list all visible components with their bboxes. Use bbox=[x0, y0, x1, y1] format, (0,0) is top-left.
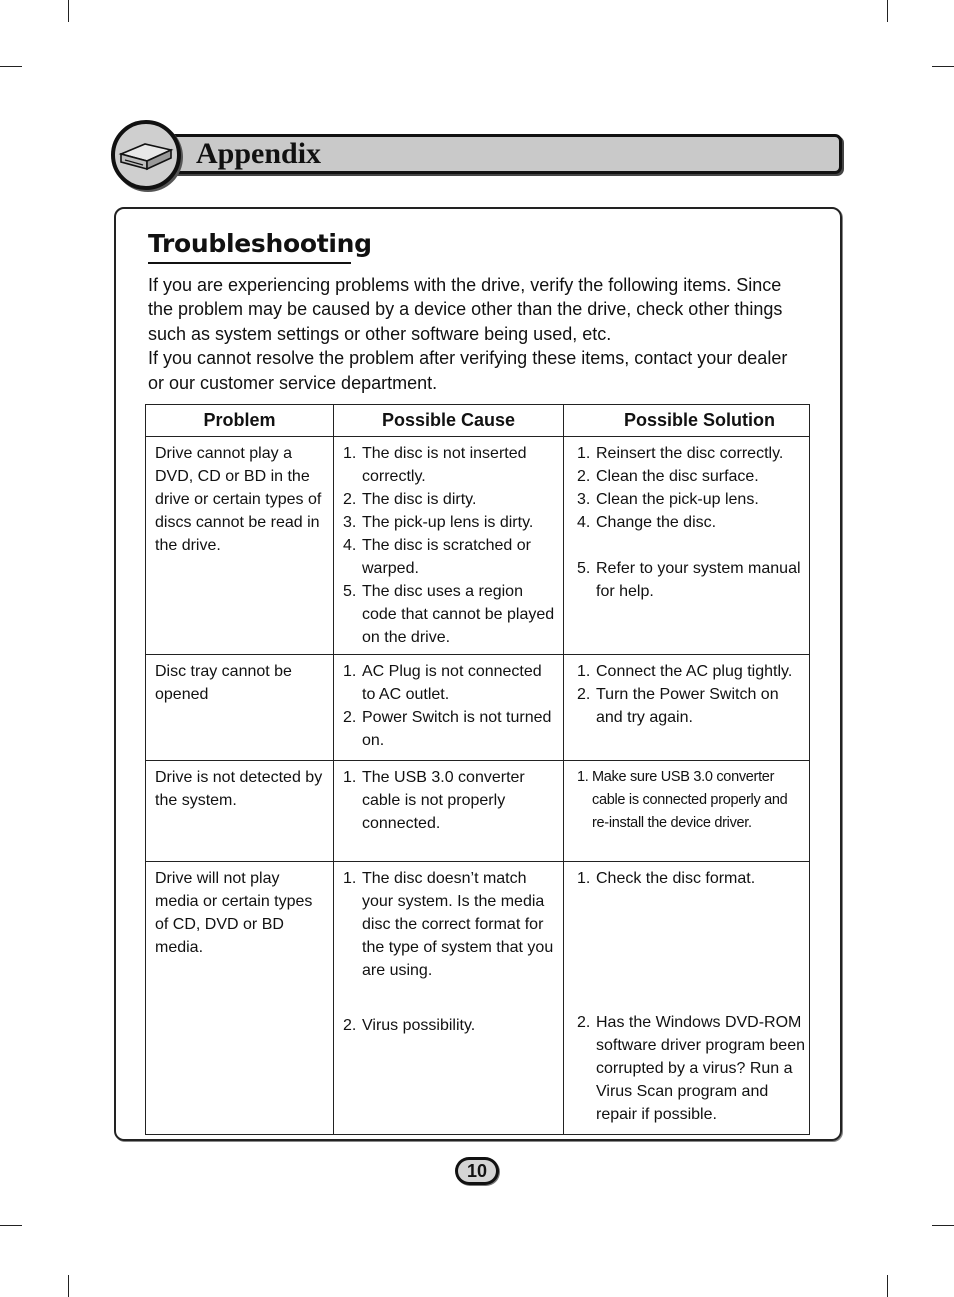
intro-paragraph: If you cannot resolve the problem after verifying these items, contact your dealer or our customer service department. bbox=[148, 348, 788, 393]
crop-mark bbox=[68, 1275, 69, 1297]
list-item bbox=[577, 488, 801, 511]
item-number: 2. bbox=[343, 491, 357, 508]
item-text: Clean the pick-up lens. bbox=[596, 491, 759, 508]
header-possible-solution: Possible Solution bbox=[564, 405, 810, 437]
list-item bbox=[577, 766, 805, 835]
list-item bbox=[343, 580, 555, 649]
list-item bbox=[577, 557, 801, 603]
item-number: 1. bbox=[577, 445, 591, 462]
spacer bbox=[577, 890, 805, 1011]
list-item bbox=[343, 442, 555, 488]
item-text: The disc is dirty. bbox=[362, 491, 477, 508]
spacer bbox=[577, 534, 801, 557]
item-number: 5. bbox=[343, 583, 357, 600]
item-number: 1. bbox=[343, 769, 357, 786]
list-item bbox=[343, 706, 555, 752]
item-number: 1. bbox=[343, 870, 357, 887]
problem-cell: Drive will not play media or certain types of CD, DVD or BD media. bbox=[146, 862, 334, 1135]
crop-mark bbox=[68, 0, 69, 22]
intro-text bbox=[148, 273, 808, 395]
problem-cell: Drive cannot play a DVD, CD or BD in the drive or certain types of discs cannot be read in the drive. bbox=[146, 437, 334, 655]
item-text: AC Plug is not connected to AC outlet. bbox=[362, 663, 542, 703]
item-text: Virus possibility. bbox=[362, 1017, 476, 1034]
item-text: Refer to your system manual for help. bbox=[596, 560, 801, 600]
item-text: The disc is scratched or warped. bbox=[362, 537, 531, 577]
list-item bbox=[343, 511, 555, 534]
item-text: Turn the Power Switch on and try again. bbox=[596, 686, 779, 726]
crop-mark bbox=[887, 0, 888, 22]
list-item bbox=[577, 683, 801, 729]
table-row bbox=[146, 862, 810, 1135]
item-number: 2. bbox=[343, 709, 357, 726]
solution-cell bbox=[564, 761, 810, 862]
page-number-badge bbox=[455, 1157, 499, 1185]
solution-cell bbox=[564, 437, 810, 655]
page-header-title: Appendix bbox=[196, 137, 322, 170]
item-number: 2. bbox=[577, 468, 591, 485]
item-number: 2. bbox=[343, 1017, 357, 1034]
header-possible-cause: Possible Cause bbox=[334, 405, 564, 437]
item-text: Has the Windows DVD-ROM software driver program been corrupted by a virus? Run a Virus Scan program and repair if possible. bbox=[596, 1014, 805, 1123]
item-number: 1. bbox=[343, 445, 357, 462]
item-text: Clean the disc surface. bbox=[596, 468, 759, 485]
problem-cell: Drive is not detected by the system. bbox=[146, 761, 334, 862]
title-underline bbox=[148, 262, 351, 264]
troubleshooting-table bbox=[145, 404, 810, 1135]
intro-paragraph: If you are experiencing problems with the drive, verify the following items. Since the problem may be caused by a device other than the drive, check other things such as system settings or other software being used, etc. bbox=[148, 275, 783, 344]
item-text: Make sure USB 3.0 converter cable is connected properly and re-install the device driver. bbox=[592, 769, 788, 831]
list-item bbox=[577, 1011, 805, 1126]
item-number: 3. bbox=[577, 491, 591, 508]
list-item bbox=[343, 534, 555, 580]
crop-mark bbox=[932, 66, 954, 67]
item-number: 4. bbox=[577, 514, 591, 531]
list-item bbox=[343, 867, 555, 982]
list-item bbox=[577, 442, 801, 465]
list-item bbox=[577, 660, 801, 683]
problem-cell: Disc tray cannot be opened bbox=[146, 655, 334, 761]
item-text: The disc doesn’t match your system. Is the media disc the correct format for the type of system that you are using. bbox=[362, 870, 554, 979]
item-text: The pick-up lens is dirty. bbox=[362, 514, 534, 531]
page-number: 10 bbox=[458, 1160, 496, 1182]
item-number: 1. bbox=[343, 663, 357, 680]
spacer bbox=[343, 982, 555, 1014]
table-row bbox=[146, 437, 810, 655]
cause-cell bbox=[334, 655, 564, 761]
crop-mark bbox=[887, 1275, 888, 1297]
item-text: The USB 3.0 converter cable is not properly connected. bbox=[362, 769, 525, 832]
list-item bbox=[343, 1014, 555, 1037]
table-header-row bbox=[146, 405, 810, 437]
list-item bbox=[577, 511, 801, 534]
item-text: Check the disc format. bbox=[596, 870, 756, 887]
item-text: Power Switch is not turned on. bbox=[362, 709, 552, 749]
item-number: 1. bbox=[577, 870, 591, 887]
list-item bbox=[343, 660, 555, 706]
header-problem: Problem bbox=[146, 405, 334, 437]
item-number: 3. bbox=[343, 514, 357, 531]
list-item bbox=[577, 867, 805, 890]
list-item bbox=[343, 766, 555, 835]
cause-cell bbox=[334, 437, 564, 655]
crop-mark bbox=[0, 1225, 22, 1226]
table-row bbox=[146, 761, 810, 862]
crop-mark bbox=[0, 66, 22, 67]
item-number: 1. bbox=[577, 663, 591, 680]
item-number: 4. bbox=[343, 537, 357, 554]
item-text: Change the disc. bbox=[596, 514, 717, 531]
list-item bbox=[577, 465, 801, 488]
cause-cell bbox=[334, 761, 564, 862]
item-number: 5. bbox=[577, 560, 591, 577]
item-text: Connect the AC plug tightly. bbox=[596, 663, 793, 680]
item-number: 2. bbox=[577, 686, 591, 703]
item-text: Reinsert the disc correctly. bbox=[596, 445, 784, 462]
item-number: 1. bbox=[577, 769, 589, 785]
cause-cell bbox=[334, 862, 564, 1135]
crop-mark bbox=[932, 1225, 954, 1226]
section-title: Troubleshooting bbox=[148, 229, 372, 258]
item-text: The disc uses a region code that cannot be played on the drive. bbox=[362, 583, 555, 646]
solution-cell bbox=[564, 862, 810, 1135]
table-row bbox=[146, 655, 810, 761]
list-item bbox=[343, 488, 555, 511]
item-text: The disc is not inserted correctly. bbox=[362, 445, 527, 485]
item-number: 2. bbox=[577, 1014, 591, 1031]
solution-cell bbox=[564, 655, 810, 761]
disc-drive-icon bbox=[111, 120, 181, 190]
